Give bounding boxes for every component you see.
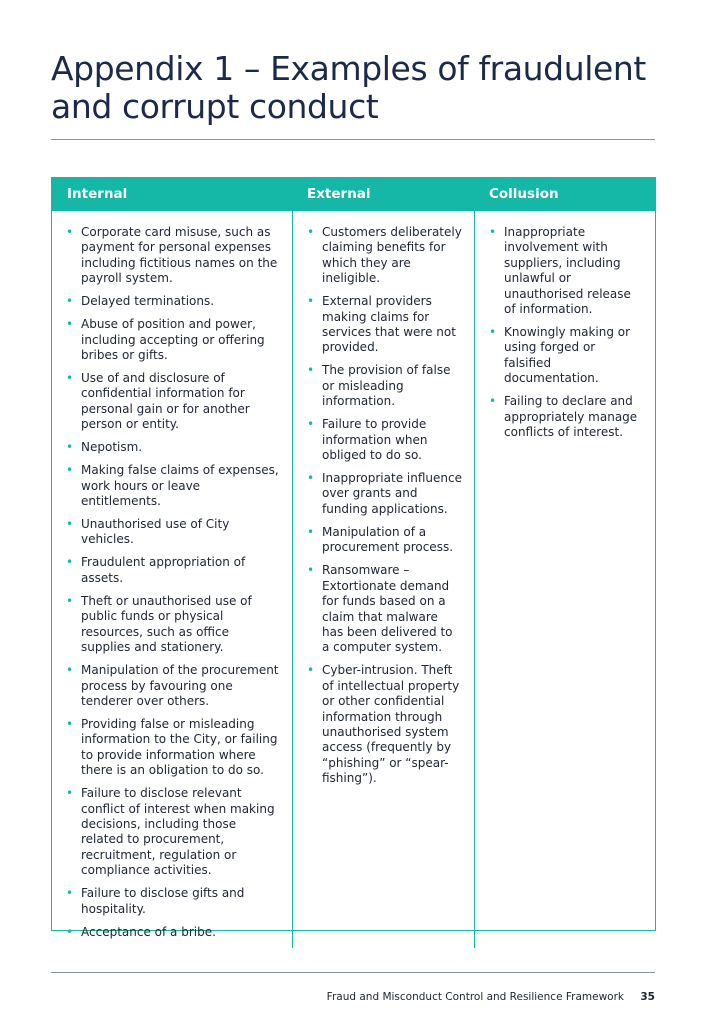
bullet-icon: •	[307, 417, 315, 432]
conduct-examples-table	[51, 177, 656, 939]
bullet-icon: •	[66, 463, 74, 478]
list-item-text: Ransomware – Extortionate demand for funds based on a claim that malware has been delivered to a computer system.	[322, 563, 453, 655]
collusion-list	[487, 225, 643, 440]
internal-column	[52, 211, 292, 948]
page-number: 35	[640, 991, 655, 1003]
list-item-text: Failure to provide information when obliged to do so.	[322, 417, 428, 463]
bullet-icon: •	[66, 663, 74, 678]
list-item-text: Corporate card misuse, such as payment for personal expenses including fictitious names on the payroll system.	[81, 225, 278, 286]
bullet-icon: •	[307, 294, 315, 309]
list-item	[305, 471, 462, 517]
list-item	[64, 294, 280, 309]
list-item	[64, 463, 280, 509]
table-header-row	[52, 178, 655, 211]
bullet-icon: •	[489, 325, 497, 340]
list-item	[305, 525, 462, 556]
list-item	[64, 517, 280, 548]
list-item-text: The provision of false or misleading information.	[322, 363, 451, 409]
bullet-icon: •	[307, 524, 315, 539]
list-item	[64, 225, 280, 287]
list-item	[64, 555, 280, 586]
list-item	[305, 225, 462, 287]
list-item-text: External providers making claims for services that were not provided.	[322, 294, 456, 355]
list-item-text: Inappropriate involvement with suppliers, including unlawful or unauthorised release of information.	[504, 225, 631, 317]
bullet-icon: •	[307, 663, 315, 678]
header-external: External	[307, 186, 371, 202]
external-column	[292, 211, 474, 948]
bullet-icon: •	[66, 371, 74, 386]
list-item-text: Manipulation of the procurement process by favouring one tenderer over others.	[81, 663, 279, 708]
bullet-icon: •	[66, 593, 74, 608]
list-item	[487, 394, 643, 440]
list-item-text: Manipulation of a procurement process.	[322, 524, 454, 555]
collusion-column	[474, 211, 655, 948]
bullet-icon: •	[66, 225, 74, 239]
list-item-text: Making false claims of expenses, work hours or leave entitlements.	[81, 463, 279, 509]
list-item	[64, 317, 280, 363]
bullet-icon: •	[307, 563, 315, 578]
bullet-icon: •	[66, 786, 74, 801]
list-item-text: Fraudulent appropriation of assets.	[81, 555, 246, 585]
bullet-icon: •	[66, 294, 74, 309]
list-item-text: Delayed terminations.	[81, 294, 215, 309]
bullet-icon: •	[66, 555, 74, 570]
bullet-icon: •	[66, 716, 74, 731]
header-internal: Internal	[67, 186, 128, 202]
title-divider	[51, 139, 655, 140]
bullet-icon: •	[66, 924, 74, 939]
list-item-text: Nepotism.	[81, 440, 143, 455]
list-item-text: Failure to disclose gifts and hospitality.	[81, 886, 245, 916]
list-item-text: Failure to disclose relevant conflict of interest when making decisions, including those related to procurement, recruitment, regulation or compliance activities.	[81, 786, 275, 878]
list-item	[64, 440, 280, 455]
table-body-row	[52, 211, 655, 948]
list-item	[64, 663, 280, 709]
bullet-icon: •	[307, 363, 315, 378]
list-item-text: Providing false or misleading information to the City, or failing to provide information where there is an obligation to do so.	[81, 716, 278, 778]
bullet-icon: •	[307, 471, 315, 486]
bullet-icon: •	[66, 317, 74, 332]
list-item	[305, 563, 462, 655]
bullet-icon: •	[489, 225, 497, 239]
bullet-icon: •	[66, 886, 74, 901]
list-item-text: Inappropriate influence over grants and funding applications.	[322, 471, 462, 516]
list-item-text: Failing to declare and appropriately manage conflicts of interest.	[504, 394, 638, 440]
list-item	[64, 717, 280, 779]
bullet-icon: •	[307, 225, 315, 239]
list-item	[64, 594, 280, 656]
footer-document-title: Fraud and Misconduct Control and Resilience Framework	[326, 991, 624, 1003]
list-item	[305, 294, 462, 356]
list-item	[64, 925, 280, 940]
bullet-icon: •	[66, 517, 74, 532]
list-item-text: Abuse of position and power, including accepting or offering bribes or gifts.	[81, 317, 265, 363]
list-item	[305, 417, 462, 463]
footer-divider	[51, 972, 655, 973]
list-item	[487, 325, 643, 387]
list-item-text: Theft or unauthorised use of public funds or physical resources, such as office supplies and stationery.	[81, 593, 252, 655]
bullet-icon: •	[66, 440, 74, 455]
list-item-text: Knowingly making or using forged or falsified documentation.	[504, 325, 631, 386]
list-item	[64, 886, 280, 917]
header-collusion: Collusion	[489, 186, 559, 202]
list-item	[64, 371, 280, 433]
list-item	[305, 363, 462, 409]
list-item	[64, 786, 280, 878]
list-item-text: Acceptance of a bribe.	[81, 924, 216, 939]
bullet-icon: •	[489, 394, 497, 409]
page-title: Appendix 1 – Examples of fraudulent and corrupt conduct	[51, 49, 646, 126]
list-item	[487, 225, 643, 317]
external-list	[305, 225, 462, 787]
list-item-text: Customers deliberately claiming benefits for which they are ineligible.	[322, 225, 462, 286]
list-item-text: Cyber-intrusion. Theft of intellectual property or other confidential information through unauthorised system access (frequently by “phishing” or “spear-fishing”).	[322, 663, 460, 786]
list-item-text: Use of and disclosure of confidential information for personal gain or for another person or entity.	[81, 371, 250, 432]
internal-list	[64, 225, 280, 940]
list-item-text: Unauthorised use of City vehicles.	[81, 517, 230, 547]
list-item	[305, 663, 462, 786]
